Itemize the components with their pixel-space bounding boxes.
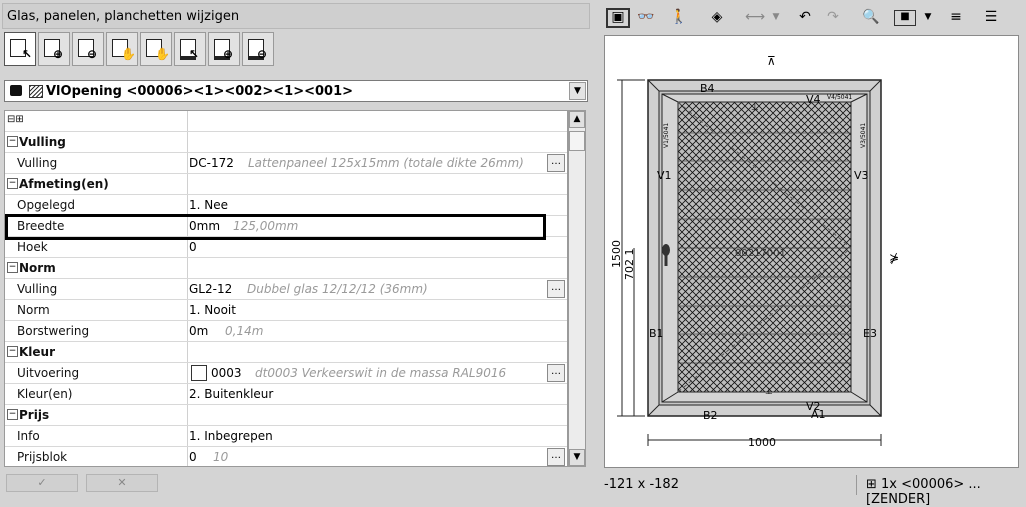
browse-button[interactable]: … [547,448,565,466]
selection-count [866,477,1026,507]
category-row[interactable] [5,174,567,195]
property-row[interactable] [5,384,567,405]
layers-icon[interactable]: ◈ [711,9,723,25]
zoom-box-icon[interactable]: ■ [894,10,916,26]
property-label: Vulling [17,156,58,170]
add-panel-button[interactable]: ⊕ [38,32,70,66]
browse-button[interactable]: … [547,154,565,172]
property-label: Norm [17,303,50,317]
label-b2: B2 [703,409,718,422]
object-label: VlOpening <00006><1><002><1><001> [46,84,354,99]
property-label: Uitvoering [17,366,80,380]
property-row[interactable] [5,279,567,300]
color-square-icon [10,85,22,96]
inner-height-dimension: 702 1 [623,248,636,280]
scroll-down-icon[interactable]: ▼ [569,449,585,466]
object-selector[interactable] [4,80,588,102]
category-row[interactable] [5,405,567,426]
property-value[interactable]: 0 [189,240,197,254]
property-grid [4,110,568,467]
property-row[interactable] [5,195,567,216]
category-row[interactable] [5,342,567,363]
redo-icon[interactable]: ↷ [827,9,839,25]
browse-button[interactable]: … [547,364,565,382]
chevron-down-icon[interactable]: ▼ [924,12,932,22]
cancel-button[interactable]: ✕ [86,474,158,492]
label-a1: A1 [811,408,826,421]
label-center: 00217001 [735,248,786,259]
dimension-icon[interactable]: ⟷ [744,9,766,25]
collapse-icon[interactable]: − [8,136,17,146]
property-row[interactable] [5,447,567,467]
collapse-icon[interactable]: − [8,409,17,419]
category-row[interactable] [5,132,567,153]
property-description: dt0003 Verkeerswit in de massa RAL9016 [255,366,507,380]
select-tool-button[interactable]: ↖ [4,32,36,66]
window-title: Glas, panelen, planchetten wijzigen [7,9,240,24]
property-description: 0,14m [225,324,264,338]
property-description: Dubbel glas 12/12/12 (36mm) [247,282,428,296]
width-dimension: 1000 [748,436,776,449]
drawing-canvas[interactable] [604,35,1019,468]
chevron-down-icon[interactable]: ▼ [772,12,780,22]
person-icon[interactable]: 🚶 [670,9,688,25]
label-b1: B1 [649,327,664,340]
remove-bar-button[interactable]: ⊖ [242,32,274,66]
property-label: Kleur(en) [17,387,73,401]
category-label: Norm [19,261,56,275]
label-v4: V4 [806,93,821,106]
hand-tool-button[interactable]: ✋ [140,32,172,66]
property-description: 125,00mm [233,219,299,233]
property-description: 10 [213,450,229,464]
undo-icon[interactable]: ↶ [799,9,811,25]
property-row[interactable] [5,321,567,342]
add-bar-button[interactable]: ⊕ [208,32,240,66]
property-value[interactable]: 1. Nooit [189,303,236,317]
property-value[interactable]: GL2-12 [189,282,233,296]
category-row[interactable] [5,258,567,279]
property-row[interactable] [5,363,567,384]
browse-button[interactable]: … [547,280,565,298]
status-bar [598,473,1026,507]
selected-row-highlight [5,214,546,240]
property-value[interactable]: DC-172 [189,156,234,170]
property-label: Prijsblok [17,450,68,464]
label-e3: E3 [863,327,877,340]
edit-list-icon[interactable]: ☰ [984,9,998,25]
arrow-right-icon: ⋡ [889,251,900,265]
property-label: Opgelegd [17,198,76,212]
expand-all-icon[interactable]: ⊟⊞ [7,114,24,125]
property-row[interactable] [5,426,567,447]
drawing-toolbar [598,0,1026,34]
category-label: Kleur [19,345,56,359]
category-label: Afmeting(en) [19,177,109,191]
property-value[interactable]: 1. Nee [189,198,229,212]
property-label: Info [17,429,40,443]
label-b4: B4 [700,82,715,95]
property-description: Lattenpaneel 125x15mm (totale dikte 26mm) [248,156,524,170]
drawing-pane [598,0,1026,507]
grid-icon: ⊞ [866,477,882,492]
grid-header [5,111,567,132]
property-label: Vulling [17,282,58,296]
vent-bottom-icon: ⊥ [765,387,773,397]
property-row[interactable] [5,300,567,321]
edit-glass-button[interactable]: ✋ [106,32,138,66]
height-dimension: 1500 [610,240,623,268]
scroll-up-icon[interactable]: ▲ [569,111,585,128]
property-value[interactable]: 1. Inbegrepen [189,429,273,443]
glasses-icon[interactable]: 👓 [637,9,655,25]
vent-top-icon: ⊥ [751,103,759,113]
select-bar-button[interactable]: ↖ [174,32,206,66]
property-value[interactable]: 0003 [211,366,242,380]
scroll-thumb[interactable] [569,131,585,151]
panel-fill [678,102,851,392]
vertical-scrollbar[interactable] [568,110,586,467]
zoom-icon[interactable]: 🔍 [862,9,880,25]
category-label: Vulling [19,135,66,149]
window-drawing [605,36,1018,467]
label-v1: V1 [657,169,672,182]
cursor-coordinates: -121 x -182 [604,477,679,492]
collapse-icon[interactable]: − [8,346,17,356]
collapse-icon[interactable]: − [8,262,17,272]
ok-button[interactable]: ✓ [6,474,78,492]
collapse-icon[interactable]: − [8,178,17,188]
property-value[interactable]: 0mm [189,219,221,233]
arrow-top-icon: ⊼ [767,54,776,68]
color-swatch[interactable] [191,365,207,381]
label-v2: V2 [806,400,821,413]
label-side-right: V3/5041 [860,122,867,148]
property-value[interactable]: 0m [189,324,209,338]
frame-view-icon[interactable]: ▣ [606,8,630,28]
property-row[interactable] [5,237,567,258]
window-title-bar [2,3,590,29]
property-row[interactable] [5,153,567,174]
remove-panel-button[interactable]: ⊖ [72,32,104,66]
label-side-left: V1/5041 [663,122,670,148]
label-top-right: V4/5041 [827,94,853,101]
hatch-pattern-icon [29,85,43,98]
property-value[interactable]: 2. Buitenkleur [189,387,274,401]
property-label: Borstwering [17,324,90,338]
label-v3: V3 [854,169,869,182]
property-label: Hoek [17,240,48,254]
property-label: Breedte [17,219,65,233]
category-label: Prijs [19,408,50,422]
align-left-icon[interactable]: ≡ [950,9,962,25]
property-value[interactable]: 0 [189,450,197,464]
selection-count-text: 1x <00006> ... [ZENDER] [866,477,981,507]
chevron-down-icon[interactable]: ▼ [569,82,586,100]
